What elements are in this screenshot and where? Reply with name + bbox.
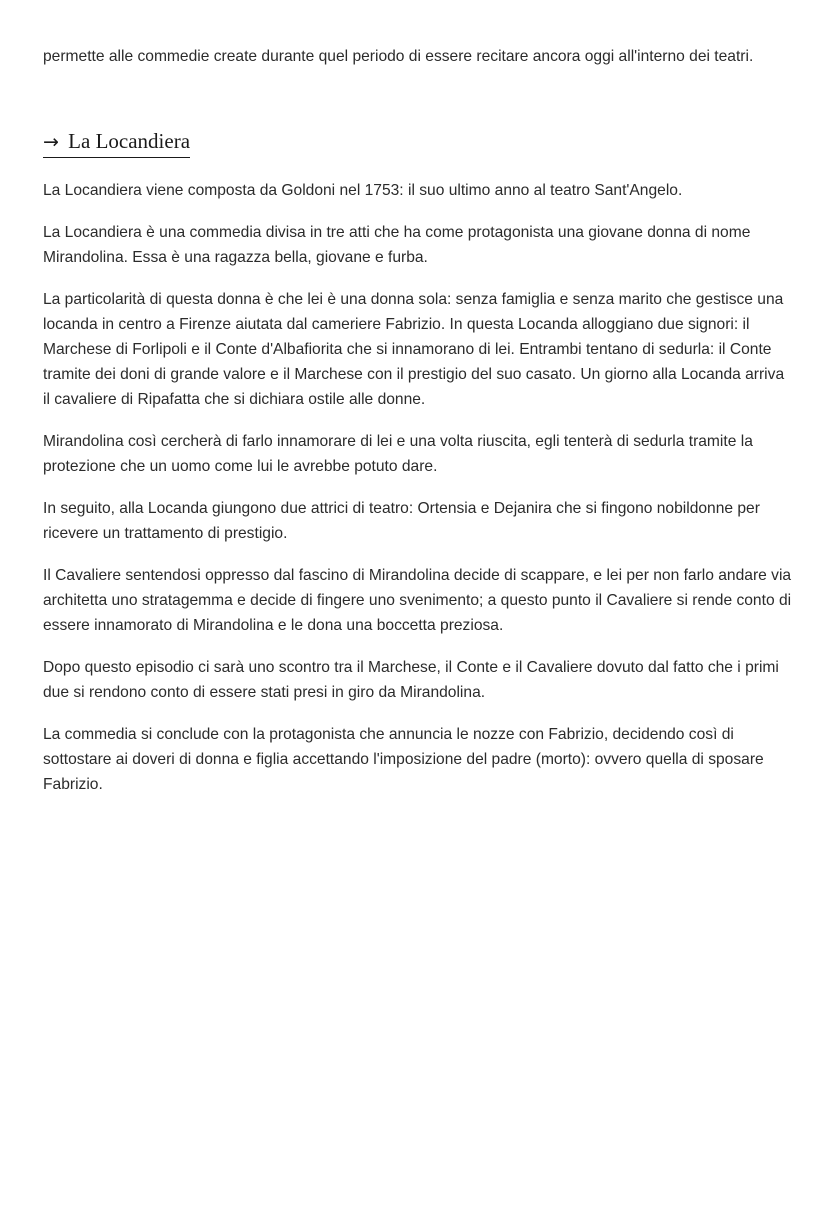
intro-paragraph: permette alle commedie create durante quel periodo di essere recitare ancora oggi all'interno dei teatri. — [43, 48, 754, 65]
section-title: La Locandiera — [68, 129, 191, 153]
paragraph-6: Il Cavaliere sentendosi oppresso dal fascino di Mirandolina decide di scappare, e lei per non farlo andare via architetta uno stratagemma e decide di fingere uno svenimento; a questo punto il Cavaliere si rende conto di essere innamorato di Mirandolina e le dona una boccetta preziosa. — [43, 567, 792, 634]
paragraph-8: La commedia si conclude con la protagonista che annuncia le nozze con Fabrizio, decidendo così di sottostare ai doveri di donna e figlia accettando l'imposizione del padre (morto): ovvero quella di sposare Fabrizio. — [43, 726, 764, 793]
paragraph-7: Dopo questo episodio ci sarà uno scontro tra il Marchese, il Conte e il Cavaliere dovuto dal fatto che i primi due si rendono conto di essere stati presi in giro da Mirandolina. — [43, 659, 779, 701]
paragraph-4: Mirandolina così cercherà di farlo innamorare di lei e una volta riuscita, egli tenterà di sedurla tramite la protezione che un uomo come lui le avrebbe potuto dare. — [43, 433, 753, 475]
section-heading — [43, 127, 190, 158]
paragraph-5: In seguito, alla Locanda giungono due attrici di teatro: Ortensia e Dejanira che si fingono nobildonne per ricevere un trattamento di prestigio. — [43, 500, 760, 542]
arrow-right-icon: → — [43, 131, 59, 153]
paragraph-3: La particolarità di questa donna è che lei è una donna sola: senza famiglia e senza marito che gestisce una locanda in centro a Firenze aiutata dal cameriere Fabrizio. In questa Locanda alloggiano due signori: il Marchese di Forlipoli e il Conte d'Albafiorita che si innamorano di lei. Entrambi tentano di sedurla: il Conte tramite dei doni di grande valore e il Marchese con il prestigio del suo casato. Un giorno alla Locanda arriva il cavaliere di Ripafatta che si dichiara ostile alle donne. — [43, 291, 785, 408]
paragraph-1: La Locandiera viene composta da Goldoni nel 1753: il suo ultimo anno al teatro Sant'Angelo. — [43, 182, 683, 199]
document-page — [43, 44, 793, 814]
section-heading-wrap — [43, 69, 793, 178]
paragraph-2: La Locandiera è una commedia divisa in tre atti che ha come protagonista una giovane donna di nome Mirandolina. Essa è una ragazza bella, giovane e furba. — [43, 224, 751, 266]
